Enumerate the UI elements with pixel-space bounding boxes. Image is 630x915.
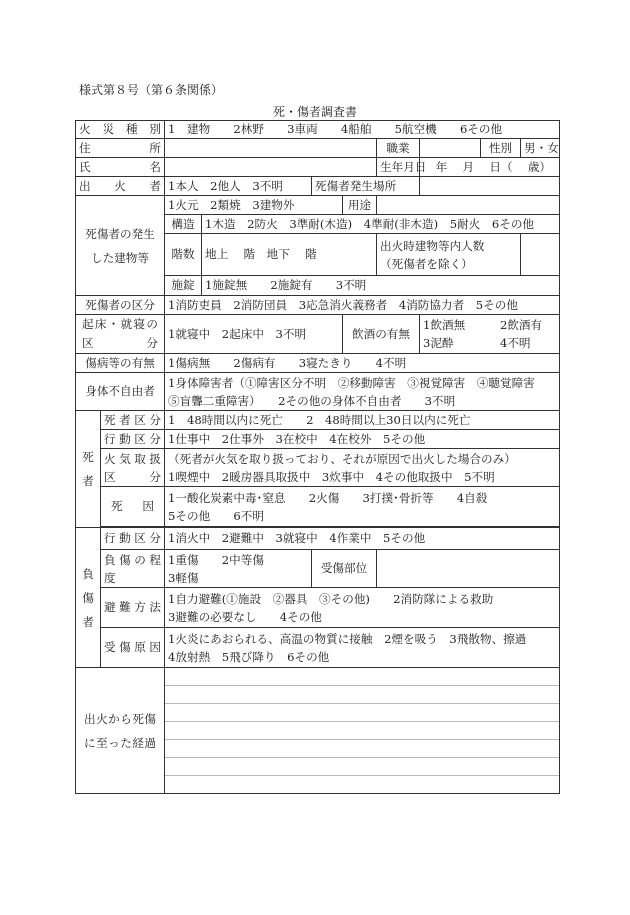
death-timing-label: 死者区分 <box>101 411 165 430</box>
survey-table <box>75 120 560 794</box>
injured-action-options[interactable]: 1消火中 2避難中 3就寝中 4作業中 5その他 <box>165 528 560 550</box>
death-cause-options[interactable] <box>165 487 560 527</box>
death-timing-options[interactable]: 1 48時間以内に死亡 2 48時間以上30日以内に死亡 <box>165 411 560 430</box>
sex-label: 性別 <box>481 139 521 158</box>
drinking-options-line2: 3泥酔 4不明 <box>423 336 531 350</box>
illness-label: 傷病等の有無 <box>76 354 165 373</box>
structure-label: 構造 <box>165 215 202 234</box>
injury-degree-options[interactable] <box>165 550 312 588</box>
origin-person-options[interactable]: 1本人 2他人 3不明 <box>165 177 312 196</box>
job-field[interactable] <box>420 139 481 158</box>
name-field[interactable] <box>165 158 377 177</box>
process-line <box>165 704 559 722</box>
casualty-place-field[interactable] <box>420 177 560 196</box>
injured-section-label: 負傷者 <box>76 528 101 668</box>
building-origin-options[interactable]: 1火元 2類焼 3建物外 <box>165 196 343 215</box>
process-field[interactable] <box>165 668 560 794</box>
disability-options[interactable] <box>165 373 560 411</box>
injured-action-label: 行動区分 <box>101 528 165 550</box>
use-label: 用途 <box>343 196 377 215</box>
structure-options[interactable]: 1木造 2防火 3準耐(木造) 4準耐(非木造) 5耐火 6その他 <box>202 215 560 234</box>
fire-handling-note: （死者が火気を取り扱っており、それが原因で出火した場合のみ） <box>168 451 516 466</box>
evacuation-line2: 3避難の必要なし 4その他 <box>168 609 322 624</box>
injury-part-field[interactable] <box>377 550 560 588</box>
origin-person-label: 出火者 <box>76 177 165 196</box>
death-cause-label: 死因 <box>101 487 165 527</box>
sleep-status-label: 起床・就寝の区分 <box>76 315 165 354</box>
evacuation-label: 避難方法 <box>101 588 165 628</box>
process-line <box>165 668 559 686</box>
form-number: 様式第８号（第６条関係） <box>79 83 224 97</box>
fire-handling-label: 火気取扱区分 <box>101 449 165 487</box>
use-field[interactable] <box>377 196 560 215</box>
occupants-field[interactable] <box>521 234 560 276</box>
floors-label: 階数 <box>165 234 202 276</box>
building-label: 死傷者の発生した建物等 <box>76 196 165 296</box>
death-cause-line1: 1一酸化炭素中毒･窒息 2火傷 3打撲･骨折等 4自殺 <box>168 490 488 505</box>
drinking-options-line1: 1飲酒無 2飲酒有 <box>423 318 543 332</box>
injury-degree-line1: 1重傷 2中等傷 <box>168 552 264 567</box>
process-line <box>165 722 559 740</box>
drinking-options[interactable] <box>420 315 560 354</box>
name-label: 氏名 <box>76 158 165 177</box>
dead-action-options[interactable]: 1仕事中 2仕事外 3在校中 4在校外 5その他 <box>165 430 560 449</box>
disability-line1: 1身体障害者（①障害区分不明 ②移動障害 ③視覚障害 ④聴覚障害 <box>168 375 535 390</box>
lock-label: 施錠 <box>165 276 202 296</box>
occupants-label: 出火時建物等内人数 （死傷者を除く） <box>377 234 521 276</box>
process-line <box>165 686 559 704</box>
fire-type-options[interactable]: 1 建物 2林野 3車両 4船舶 5航空機 6その他 <box>165 121 560 139</box>
injury-part-label: 受傷部位 <box>312 550 377 588</box>
address-field[interactable] <box>165 139 377 158</box>
illness-options[interactable]: 1傷病無 2傷病有 3寝たきり 4不明 <box>165 354 560 373</box>
process-line <box>165 740 559 758</box>
fire-handling-options[interactable] <box>165 449 560 487</box>
floors-field[interactable]: 地上 階 地下 階 <box>202 234 377 276</box>
evacuation-line1: 1自力避難(①施設 ②器具 ③その他) 2消防隊による救助 <box>168 591 494 606</box>
evacuation-options[interactable] <box>165 588 560 628</box>
lock-options[interactable]: 1施錠無 2施錠有 3不明 <box>202 276 560 296</box>
sleep-status-options[interactable]: 1就寝中 2起床中 3不明 <box>165 315 343 354</box>
injury-degree-label: 負傷の程度 <box>101 550 165 588</box>
dead-action-label: 行動区分 <box>101 430 165 449</box>
dead-section-label: 死者 <box>76 411 101 528</box>
injury-cause-line1: 1火炎にあおられる、高温の物質に接触 2煙を吸う 3飛散物、擦過 <box>168 631 527 646</box>
fire-handling-choices: 1喫煙中 2暖房器具取扱中 3炊事中 4その他取扱中 5不明 <box>168 469 495 484</box>
drinking-label: 飲酒の有無 <box>343 315 420 354</box>
casualty-category-options[interactable]: 1消防吏員 2消防団員 3応急消火義務者 4消防協力者 5その他 <box>165 296 560 315</box>
job-label: 職業 <box>377 139 420 158</box>
injury-cause-label: 受傷原因 <box>101 628 165 668</box>
process-line <box>165 758 559 776</box>
birthdate-label: 生年月日 <box>377 158 420 177</box>
sex-options[interactable]: 男・女 <box>521 139 560 158</box>
casualty-place-label: 死傷者発生場所 <box>312 177 420 196</box>
process-line <box>165 776 559 793</box>
death-cause-line2: 5その他 6不明 <box>168 508 264 523</box>
disability-line2: ⑤盲聾二重障害） 2その他の身体不自由者 3不明 <box>168 393 456 408</box>
fire-type-label: 火災種別 <box>76 121 165 139</box>
birthdate-field[interactable]: 年 月 日（ 歳） <box>420 158 560 177</box>
casualty-category-label: 死傷者の区分 <box>76 296 165 315</box>
disability-label: 身体不自由者 <box>76 373 165 411</box>
process-label: 出火から死傷に至った経過 <box>76 668 165 794</box>
form-title: 死・傷者調査書 <box>272 105 357 119</box>
injury-cause-line2: 4放射熱 5飛び降り 6その他 <box>168 649 330 664</box>
address-label: 住所 <box>76 139 165 158</box>
injury-degree-line2: 3軽傷 <box>168 570 199 585</box>
injury-cause-options[interactable] <box>165 628 560 668</box>
